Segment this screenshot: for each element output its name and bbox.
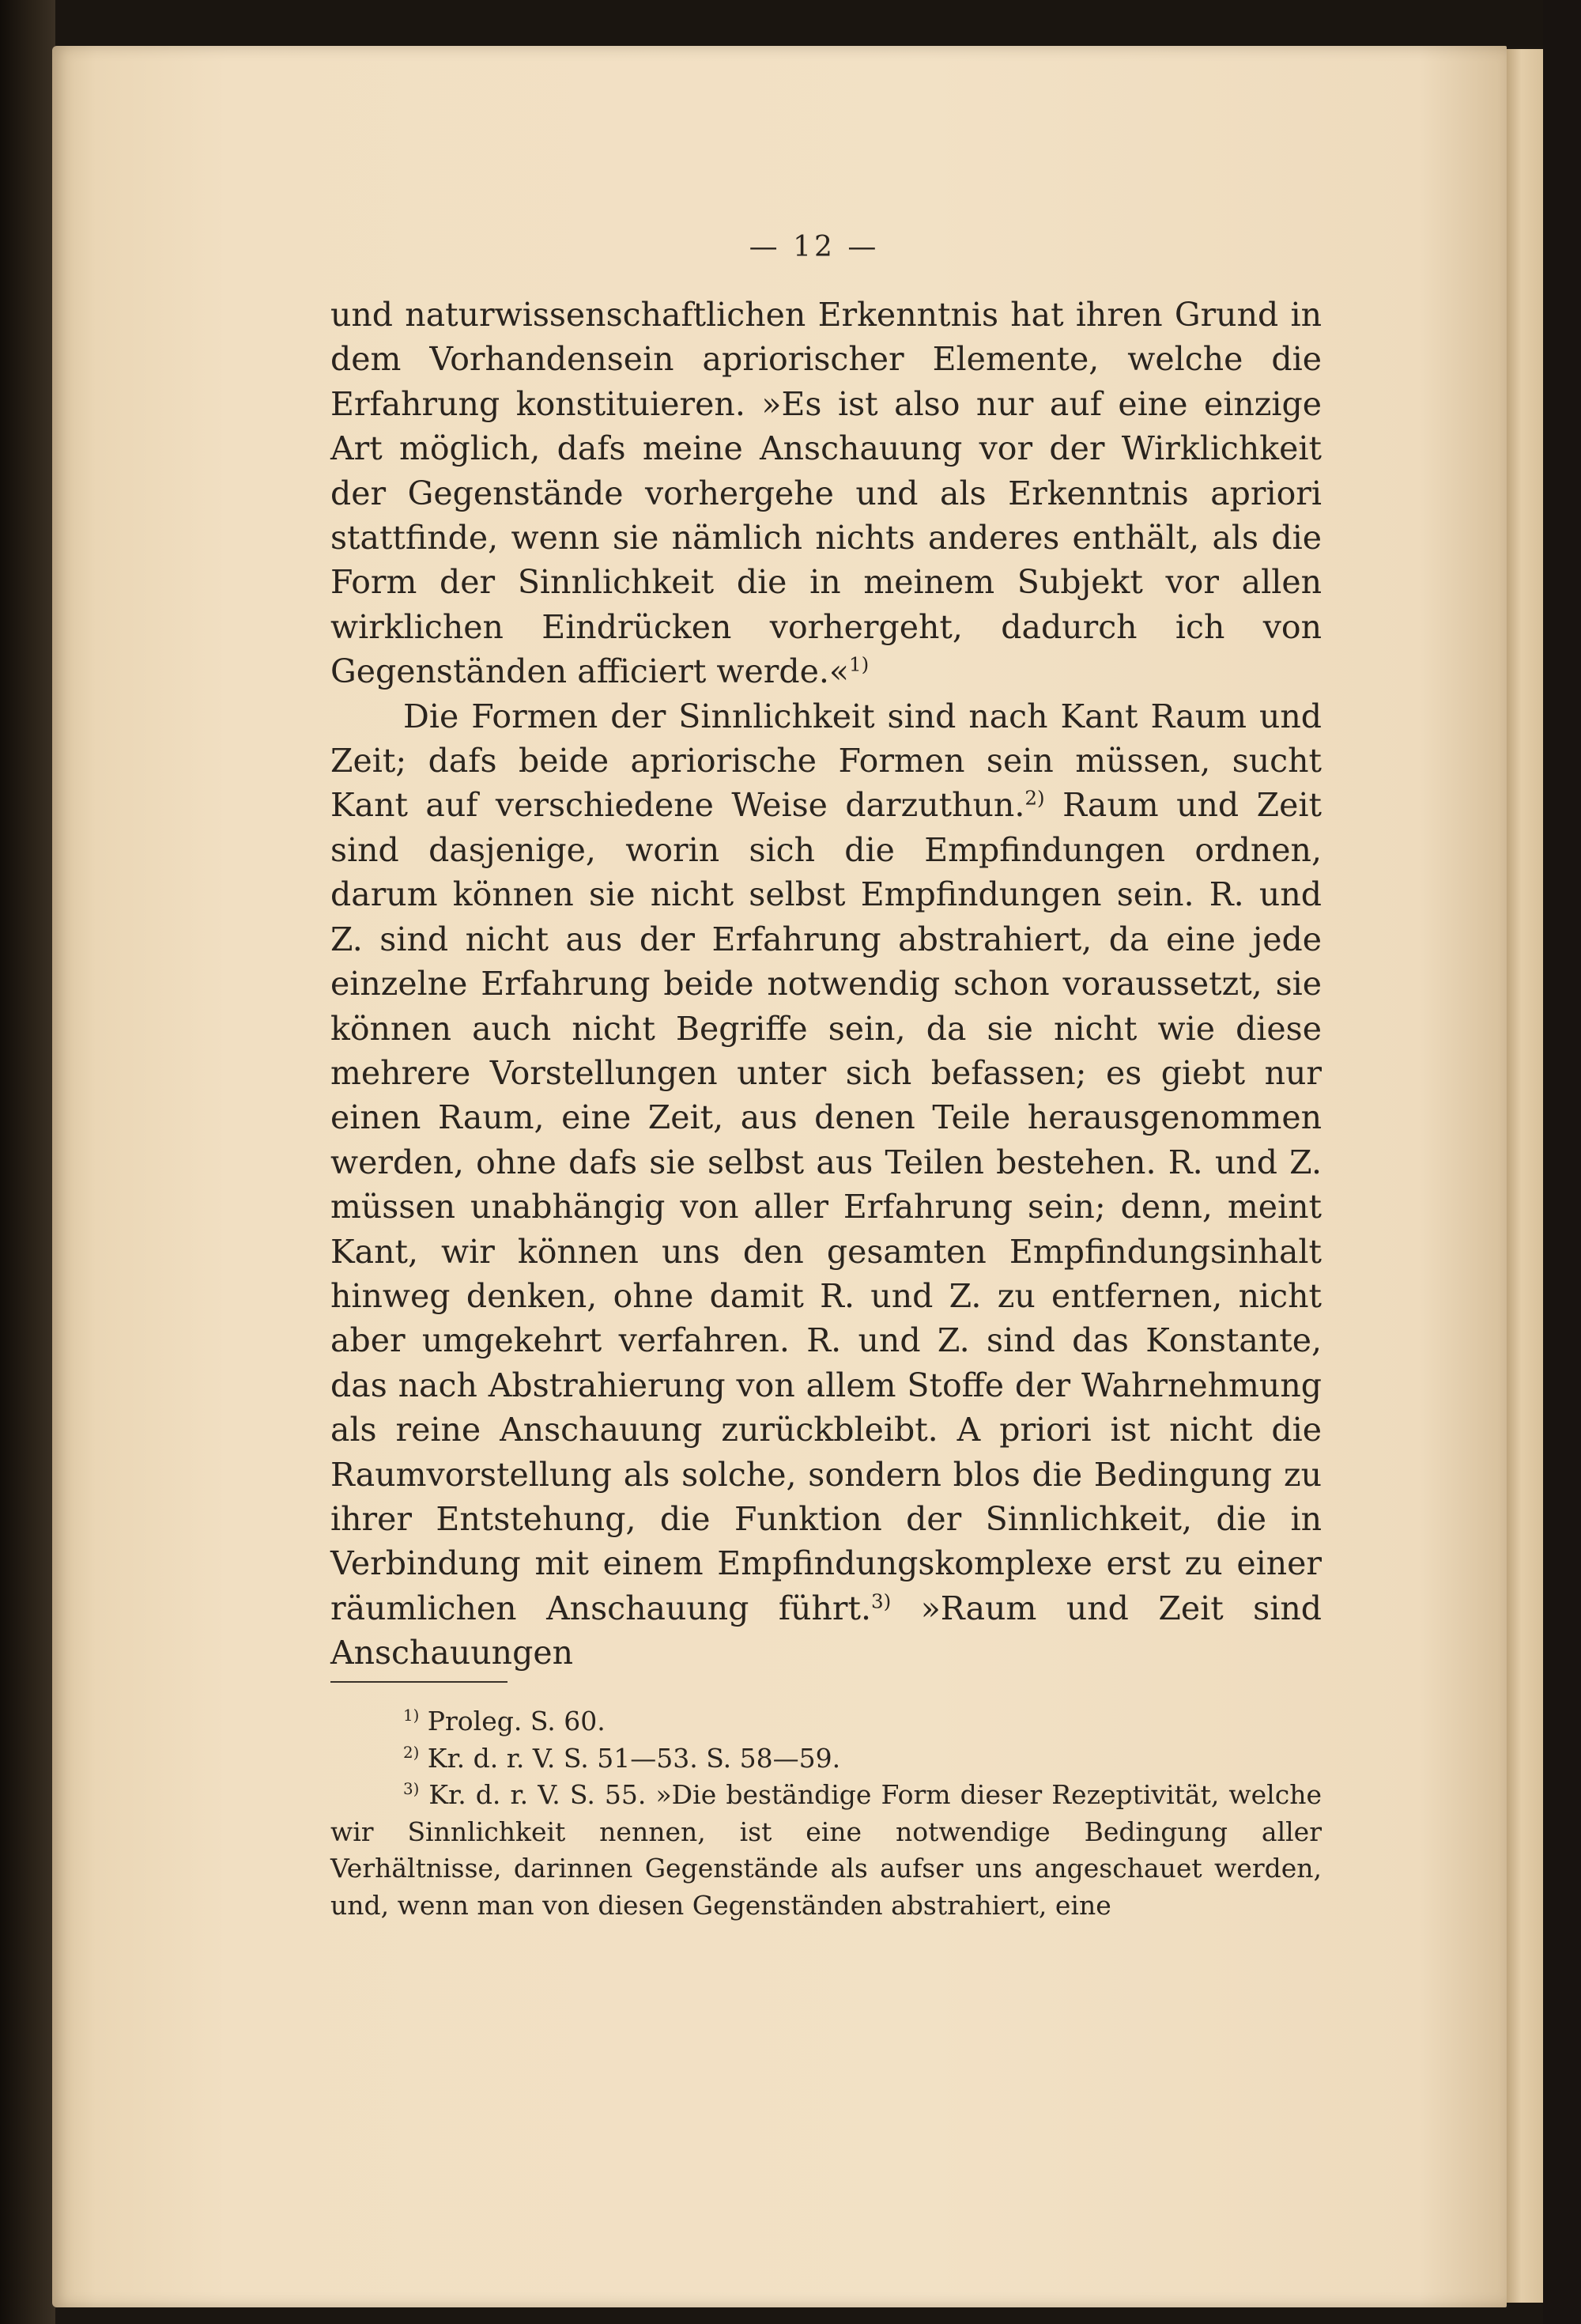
paragraph-1 <box>330 293 1322 694</box>
footnote-1-marker: 1) <box>403 1706 420 1725</box>
paragraph-1-text: und naturwissenschaftlichen Erkenntnis hat ihren Grund in dem Vorhandensein apriorischer Elemente, welche die Erfahrung konstituieren. »Es ist also nur auf eine einzige Art möglich, dafs meine Anschauung vor der Wirklichkeit der Gegenstände vorhergehe und als Erkenntnis apriori stattfinde, wenn sie nämlich nichts anderes enthält, als die Form der Sinnlichkeit die in meinem Subjekt vor allen wirklichen Eindrücken vorhergeht, dadurch ich von Gegenständen afficiert werde.« <box>330 296 1322 691</box>
page-number: — 12 — <box>749 231 880 263</box>
footnote-2-text: Kr. d. r. V. S. 51—53. S. 58—59. <box>419 1742 841 1774</box>
scan-background-right <box>1543 0 1581 2324</box>
footnotes <box>330 1703 1322 1924</box>
footnote-3-marker: 3) <box>403 1780 420 1798</box>
paragraph-2 <box>330 694 1322 1676</box>
scan-background-top <box>0 0 1581 46</box>
footnote-3-text: Kr. d. r. V. S. 55. »Die beständige Form dieser Rezeptivität, welche wir Sinnlichkeit nennen, ist eine notwendige Bedingung aller Verhältnisse, darinnen Gegenstände als aufser uns angeschauet werden, und, wenn man von diesen Gegenständen abstrahiert, eine <box>330 1779 1322 1921</box>
footnote-separator <box>330 1681 508 1683</box>
book-spine-shadow <box>0 0 55 2324</box>
footnote-2-marker: 2) <box>403 1743 420 1762</box>
paragraph-2-text-a: Die Formen der Sinnlichkeit sind nach Kant Raum und Zeit; dafs beide apriorische Formen sein müssen, sucht Kant auf verschiedene Weise darzuthun. <box>330 697 1322 825</box>
footnote-1 <box>330 1703 1322 1740</box>
body-text <box>330 293 1322 1676</box>
paragraph-2-text-c: »Raum und Zeit sind Anschauungen <box>330 1589 1322 1672</box>
footnote-ref-3: 3) <box>870 1589 892 1613</box>
next-page-edge <box>1507 49 1543 2303</box>
footnote-ref-1: 1) <box>848 652 870 676</box>
footnote-2 <box>330 1740 1322 1778</box>
footnote-ref-2: 2) <box>1024 786 1045 810</box>
paragraph-2-text-b: Raum und Zeit sind dasjenige, worin sich die Empfindungen ordnen, darum können sie nicht selbst Empfindungen sein. R. und Z. sind nicht aus der Erfahrung abstrahiert, da eine jede einzelne Erfahrung beide notwendig schon voraussetzt, sie können auch nicht Begriffe sein, da sie nicht wie diese mehrere Vorstellungen unter sich befassen; es giebt nur einen Raum, eine Zeit, aus denen Teile herausgenommen werden, ohne dafs sie selbst aus Teilen bestehen. R. und Z. müssen unabhängig von aller Erfahrung sein; denn, meint Kant, wir können uns den gesamten Empfindungsinhalt hinweg denken, ohne damit R. und Z. zu entfernen, nicht aber umgekehrt verfahren. R. und Z. sind das Konstante, das nach Abstrahierung von allem Stoffe der Wahrnehmung als reine Anschauung zurückbleibt. A priori ist nicht die Raumvorstellung als solche, sondern blos die Bedingung zu ihrer Entstehung, die Funktion der Sinnlichkeit, die in Verbindung mit einem Empfindungskomplexe erst zu einer räumlichen Anschauung führt. <box>330 786 1322 1627</box>
footnote-1-text: Proleg. S. 60. <box>419 1706 606 1736</box>
footnote-3 <box>330 1777 1322 1924</box>
